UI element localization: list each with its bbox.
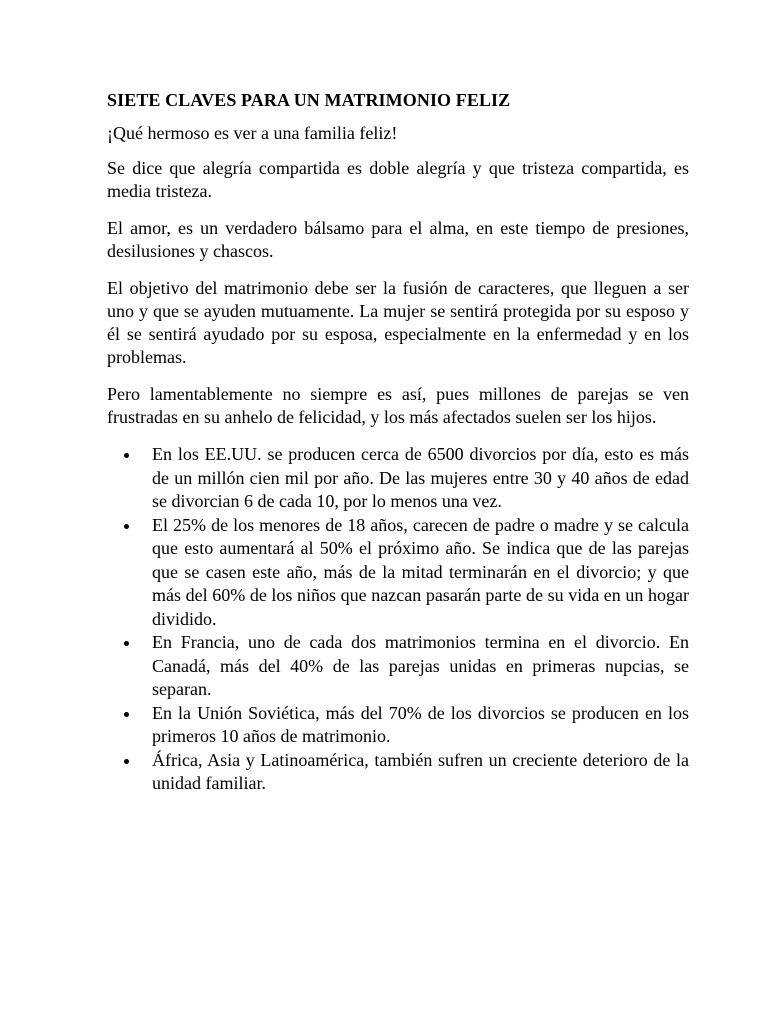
list-item-text: El 25% de los menores de 18 años, carecen de padre o madre y se calcula que esto aumentará al 50% el próximo año. Se indica que de las parejas que se casen este año, más de la mitad terminarán en el divorcio; y que más del 60% de los niños que nazcan pasarán parte de su vida en un hogar dividido. bbox=[152, 514, 689, 629]
bullet-icon bbox=[124, 453, 129, 458]
list-item bbox=[107, 631, 689, 702]
list-item-text: África, Asia y Latinoamérica, también sufren un creciente deterioro de la unidad familiar. bbox=[152, 749, 689, 793]
list-item bbox=[107, 702, 689, 749]
paragraph-lamentablemente: Pero lamentablemente no siempre es así, pues millones de parejas se ven frustradas en su anhelo de felicidad, y los más afectados suelen ser los hijos. bbox=[107, 384, 689, 427]
document-page bbox=[107, 88, 689, 796]
paragraph-amor: El amor, es un verdadero bálsamo para el alma, en este tiempo de presiones, desilusiones y chascos. bbox=[107, 218, 689, 261]
bullet-icon bbox=[124, 524, 129, 529]
list-item-text: En los EE.UU. se producen cerca de 6500 divorcios por día, esto es más de un millón cien mil por año. De las mujeres entre 30 y 40 años de edad se divorcian 6 de cada 10, por lo menos una vez. bbox=[152, 444, 689, 511]
list-item bbox=[107, 514, 689, 632]
list-item bbox=[107, 749, 689, 796]
paragraph-alegria: Se dice que alegría compartida es doble alegría y que tristeza compartida, es media tristeza. bbox=[107, 158, 689, 201]
paragraph-objetivo: El objetivo del matrimonio debe ser la fusión de caracteres, que lleguen a ser uno y que se ayuden mutuamente. La mujer se sentirá protegida por su esposo y él se sentirá ayudado por su esposa, especialmente en la enfermedad y en los problemas. bbox=[107, 278, 689, 367]
bullet-icon bbox=[124, 759, 129, 764]
list-item-text: En la Unión Soviética, más del 70% de los divorcios se producen en los primeros 10 años de matrimonio. bbox=[152, 702, 689, 746]
document-title: SIETE CLAVES PARA UN MATRIMONIO FELIZ bbox=[107, 90, 511, 110]
list-item bbox=[107, 443, 689, 514]
list-item-text: En Francia, uno de cada dos matrimonios termina en el divorcio. En Canadá, más del 40% de las parejas unidas en primeras nupcias, se separan. bbox=[152, 632, 689, 699]
bullet-icon bbox=[124, 712, 129, 717]
paragraph-intro: ¡Qué hermoso es ver a una familia feliz! bbox=[107, 123, 398, 143]
bullet-icon bbox=[124, 641, 129, 646]
statistics-list bbox=[107, 443, 689, 796]
